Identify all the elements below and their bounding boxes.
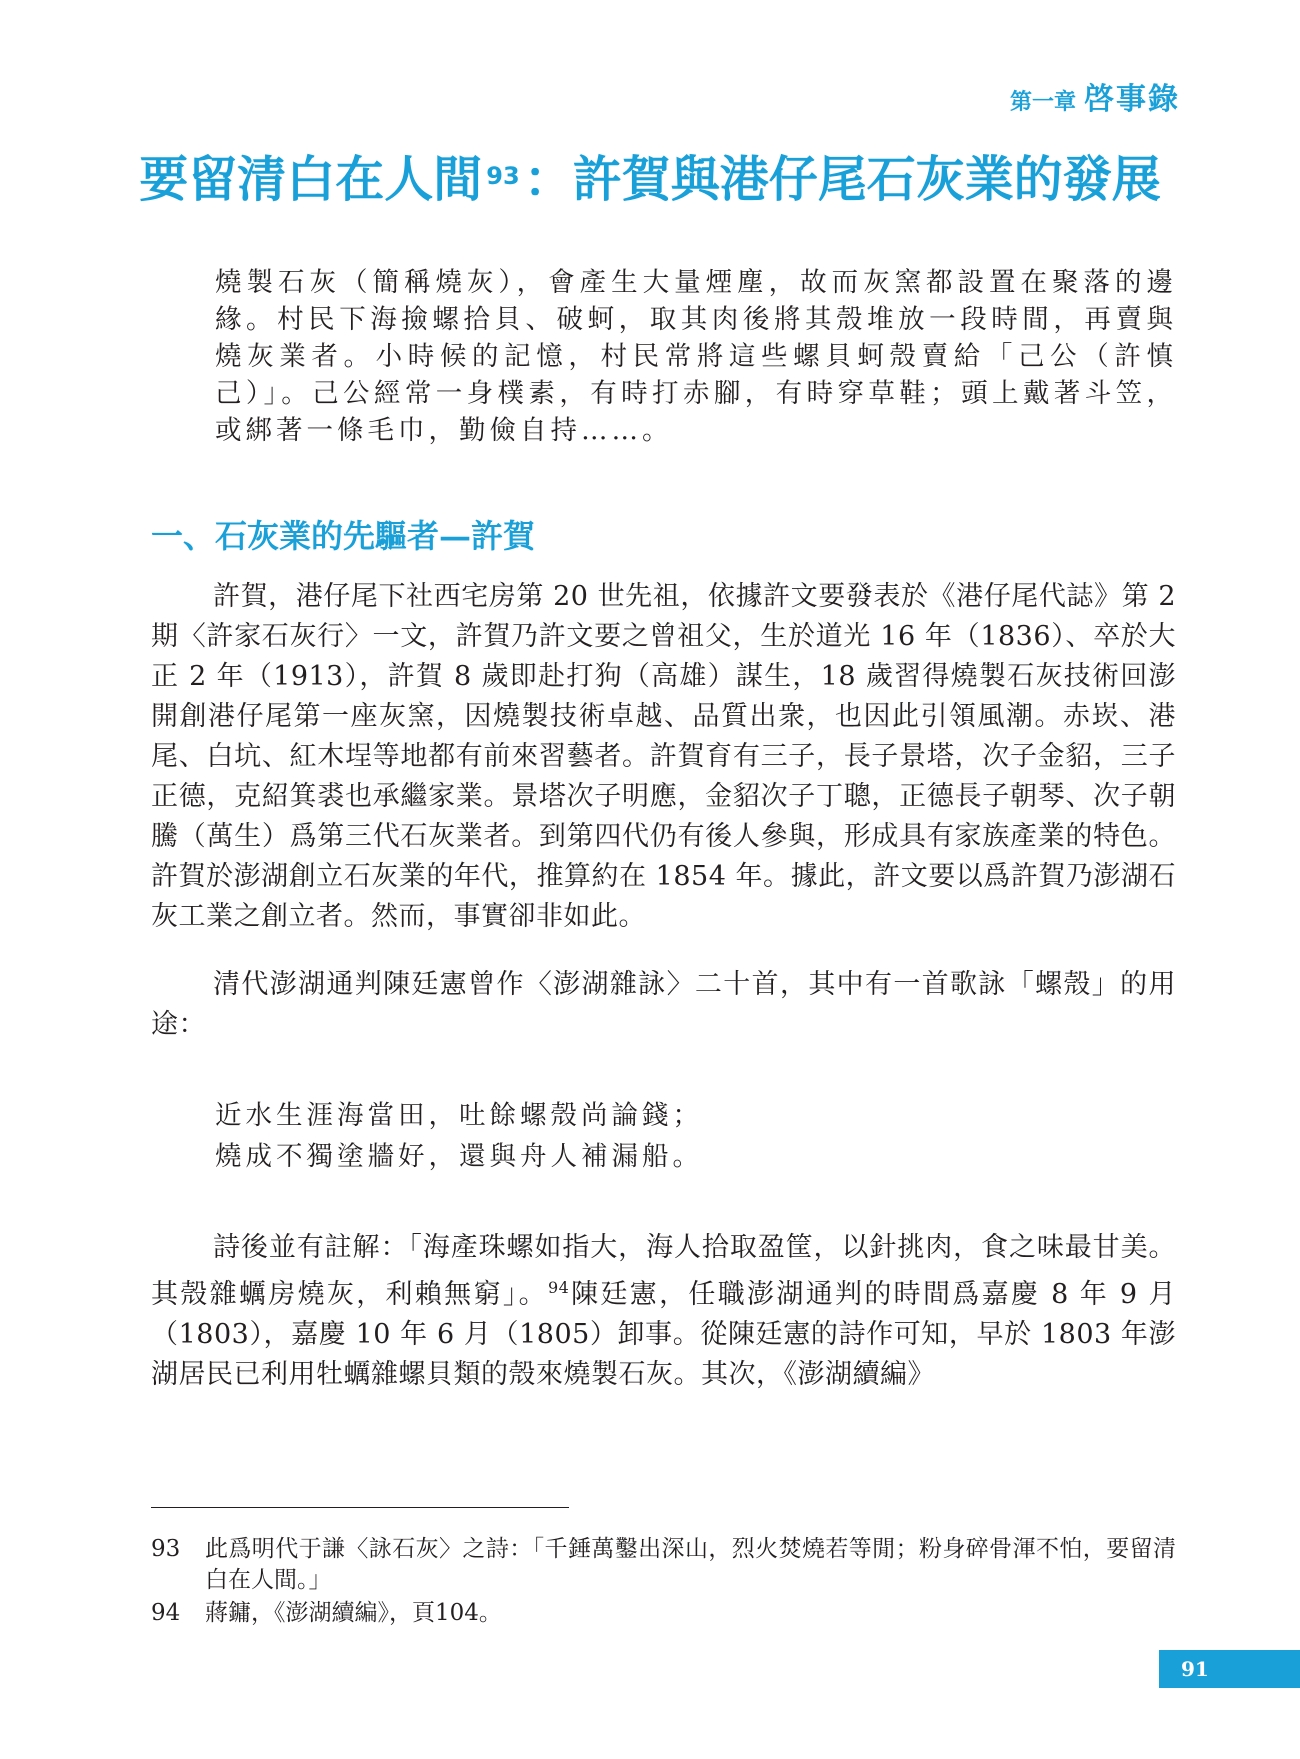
paragraph-text: 詩後並有註解：「海產珠螺如指大，海人拾取盈筐，以針挑肉，食之味最甘美。其殼雜蠣房燒灰，利賴無窮」。 xyxy=(151,1232,1176,1310)
title-main: 要留清白在人間 xyxy=(139,151,483,208)
section-heading: 一、石灰業的先驅者—許賀 xyxy=(151,517,536,555)
poem-quote xyxy=(215,1095,703,1177)
running-header xyxy=(1010,74,1180,118)
body-paragraph: 清代澎湖通判陳廷憲曾作〈澎湖雜詠〉二十首，其中有一首歌詠「螺殼」的用途： xyxy=(151,969,1176,1040)
paragraph-text: 陳廷憲，任職澎湖通判的時間爲嘉慶 8 年 9 月（1803），嘉慶 10 年 6 月（1805）卸事。從陳廷憲的詩作可知，早於 1803 年澎湖居民已利用牡蠣雜螺貝類的殼來燒製石灰。其次，《澎湖續編》 xyxy=(151,1279,1177,1390)
body-paragraph xyxy=(151,1228,1176,1395)
poem-line: 近水生涯海當田，吐餘螺殼尚論錢； xyxy=(215,1100,703,1131)
opening-excerpt: 燒製石灰（簡稱燒灰），會產生大量煙塵，故而灰窯都設置在聚落的邊緣。村民下海撿螺拾貝、破蚵，取其肉後將其殼堆放一段時間，再賣與燒灰業者。小時候的記憶，村民常將這些螺貝蚵殼賣給「己公（許慎己）」。己公經常一身樸素，有時打赤腳，有時穿草鞋；頭上戴著斗笠，或綁著一條毛巾，勤儉自持……。 xyxy=(215,267,1177,446)
title-subtitle: ：許賀與港仔尾石灰業的發展 xyxy=(523,151,1161,208)
footnote xyxy=(151,1534,1176,1596)
page-title xyxy=(0,145,1300,215)
body-paragraph: 許賀，港仔尾下社西宅房第 20 世先祖，依據許文要發表於《港仔尾代誌》第 2 期〈許家石灰行〉一文，許賀乃許文要之曾祖父，生於道光 16 年（1836）、卒於大正 2 年（1913），許賀 8 歲即赴打狗（高雄）謀生，18 歲習得燒製石灰技術回澎開創港仔尾第一座灰窯，因燒製技術卓越、品質出衆，也因此引領風潮。赤崁、港尾、白坑、紅木埕等地都有前來習藝者。許賀育有三子，長子景塔，次子金貂，三子正德，克紹箕裘也承繼家業。景塔次子明應，金貂次子丁聰，正德長子朝琴、次子朝騰（萬生）爲第三代石灰業者。到第四代仍有後人參與，形成具有家族產業的特色。許賀於澎湖創立石灰業的年代，推算約在 1854 年。據此，許文要以爲許賀乃澎湖石灰工業之創立者。然而，事實卻非如此。 xyxy=(151,581,1176,932)
footnote-divider xyxy=(151,1507,569,1508)
page-number: 91 xyxy=(1159,1650,1300,1688)
footnote-number: 94 xyxy=(151,1600,181,1626)
footnote-number: 93 xyxy=(151,1536,181,1562)
title-footnote-ref[interactable]: 93 xyxy=(486,162,520,190)
footnote-text: 蔣鏞，《澎湖續編》，頁104。 xyxy=(205,1600,502,1626)
footnote-text: 此爲明代于謙〈詠石灰〉之詩：「千錘萬鑿出深山，烈火焚燒若等閒；粉身碎骨渾不怕，要留清白在人間。」 xyxy=(205,1536,1176,1593)
footnote-ref[interactable]: 94 xyxy=(547,1278,570,1297)
footnote xyxy=(151,1598,1176,1629)
chapter-name: 啓事錄 xyxy=(1084,82,1180,117)
poem-line: 燒成不獨塗牆好，還與舟人補漏船。 xyxy=(215,1141,703,1172)
chapter-number: 第一章 xyxy=(1009,90,1076,115)
